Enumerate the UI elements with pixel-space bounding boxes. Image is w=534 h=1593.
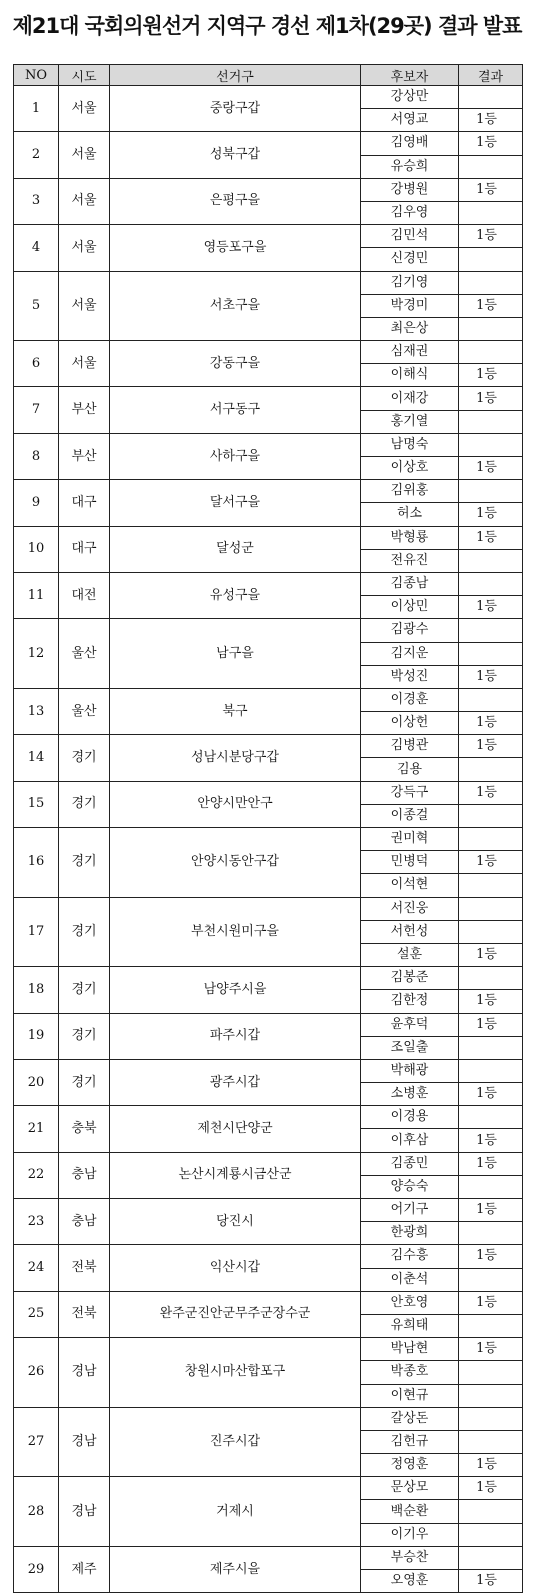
candidate-name: 이춘석 xyxy=(361,1268,459,1291)
no-cell: 7 xyxy=(14,387,59,433)
table-row xyxy=(14,1546,523,1569)
candidate-name: 윤후덕 xyxy=(361,1013,459,1036)
result-cell xyxy=(459,317,523,340)
candidate-name: 이상헌 xyxy=(361,712,459,735)
candidate-name: 박해광 xyxy=(361,1059,459,1082)
candidate-name: 박형룡 xyxy=(361,526,459,549)
no-cell: 25 xyxy=(14,1291,59,1337)
candidate-name: 이현규 xyxy=(361,1384,459,1407)
candidate-name: 김용 xyxy=(361,758,459,781)
table-row xyxy=(14,1199,523,1222)
district-cell: 남양주시을 xyxy=(110,967,361,1013)
result-cell: 1등 xyxy=(459,596,523,619)
result-cell xyxy=(459,410,523,433)
header-no: NO xyxy=(14,65,59,86)
no-cell: 16 xyxy=(14,828,59,898)
table-row xyxy=(14,572,523,595)
result-cell xyxy=(459,433,523,456)
result-cell: 1등 xyxy=(459,178,523,201)
district-cell: 영등포구을 xyxy=(110,225,361,271)
district-cell: 안양시동안구갑 xyxy=(110,828,361,898)
candidate-name: 강병원 xyxy=(361,178,459,201)
result-cell: 1등 xyxy=(459,665,523,688)
sido-cell: 서울 xyxy=(59,341,110,387)
no-cell: 20 xyxy=(14,1059,59,1105)
result-cell: 1등 xyxy=(459,364,523,387)
table-row xyxy=(14,1338,523,1361)
candidate-name: 이종걸 xyxy=(361,804,459,827)
result-cell xyxy=(459,1407,523,1430)
candidate-name: 안호영 xyxy=(361,1291,459,1314)
sido-cell: 경남 xyxy=(59,1407,110,1477)
result-cell: 1등 xyxy=(459,1199,523,1222)
district-cell: 서구동구 xyxy=(110,387,361,433)
candidate-name: 김민석 xyxy=(361,225,459,248)
result-cell xyxy=(459,1361,523,1384)
candidate-name: 이후삼 xyxy=(361,1129,459,1152)
district-cell: 달서구을 xyxy=(110,480,361,526)
sido-cell: 서울 xyxy=(59,86,110,132)
candidate-name: 이경훈 xyxy=(361,688,459,711)
table-row xyxy=(14,1291,523,1314)
sido-cell: 대전 xyxy=(59,572,110,618)
table-row xyxy=(14,1106,523,1129)
sido-cell: 경기 xyxy=(59,967,110,1013)
no-cell: 19 xyxy=(14,1013,59,1059)
candidate-name: 전유진 xyxy=(361,549,459,572)
result-cell: 1등 xyxy=(459,1570,523,1593)
candidate-name: 권미혁 xyxy=(361,828,459,851)
no-cell: 29 xyxy=(14,1546,59,1592)
result-cell: 1등 xyxy=(459,457,523,480)
candidate-name: 김헌규 xyxy=(361,1430,459,1453)
candidate-name: 한광희 xyxy=(361,1222,459,1245)
result-cell: 1등 xyxy=(459,990,523,1013)
candidate-name: 김광수 xyxy=(361,619,459,642)
district-cell: 부천시원미구을 xyxy=(110,897,361,967)
candidate-name: 서진웅 xyxy=(361,897,459,920)
candidate-name: 신경민 xyxy=(361,248,459,271)
candidate-name: 남명숙 xyxy=(361,433,459,456)
table-row xyxy=(14,781,523,804)
no-cell: 5 xyxy=(14,271,59,341)
table-row xyxy=(14,1407,523,1430)
result-cell xyxy=(459,248,523,271)
no-cell: 24 xyxy=(14,1245,59,1291)
candidate-name: 부승찬 xyxy=(361,1546,459,1569)
sido-cell: 충남 xyxy=(59,1152,110,1198)
sido-cell: 경남 xyxy=(59,1338,110,1408)
candidate-name: 김병관 xyxy=(361,735,459,758)
no-cell: 4 xyxy=(14,225,59,271)
candidate-name: 유희태 xyxy=(361,1314,459,1337)
result-cell xyxy=(459,1175,523,1198)
district-cell: 익산시갑 xyxy=(110,1245,361,1291)
candidate-name: 김종남 xyxy=(361,572,459,595)
candidate-name: 박종호 xyxy=(361,1361,459,1384)
candidate-name: 박성진 xyxy=(361,665,459,688)
result-cell xyxy=(459,897,523,920)
result-cell: 1등 xyxy=(459,1083,523,1106)
header-district: 선거구 xyxy=(110,65,361,86)
table-row xyxy=(14,178,523,201)
district-cell: 달성군 xyxy=(110,526,361,572)
table-row xyxy=(14,1013,523,1036)
district-cell: 유성구을 xyxy=(110,572,361,618)
result-cell: 1등 xyxy=(459,735,523,758)
table-row xyxy=(14,86,523,109)
table-row xyxy=(14,897,523,920)
result-cell xyxy=(459,1059,523,1082)
result-cell: 1등 xyxy=(459,1245,523,1268)
no-cell: 18 xyxy=(14,967,59,1013)
candidate-name: 김기영 xyxy=(361,271,459,294)
district-cell: 안양시만안구 xyxy=(110,781,361,827)
candidate-name: 김한정 xyxy=(361,990,459,1013)
candidate-name: 백순환 xyxy=(361,1500,459,1523)
table-row xyxy=(14,967,523,990)
table-row xyxy=(14,828,523,851)
candidate-name: 김종민 xyxy=(361,1152,459,1175)
sido-cell: 울산 xyxy=(59,619,110,689)
result-cell xyxy=(459,341,523,364)
no-cell: 1 xyxy=(14,86,59,132)
result-cell: 1등 xyxy=(459,1291,523,1314)
result-cell xyxy=(459,1268,523,1291)
no-cell: 26 xyxy=(14,1338,59,1408)
result-cell xyxy=(459,1222,523,1245)
sido-cell: 충남 xyxy=(59,1199,110,1245)
candidate-name: 이석현 xyxy=(361,874,459,897)
result-cell xyxy=(459,1036,523,1059)
candidate-name: 정영훈 xyxy=(361,1454,459,1477)
sido-cell: 경남 xyxy=(59,1477,110,1547)
sido-cell: 경기 xyxy=(59,1013,110,1059)
result-cell xyxy=(459,967,523,990)
candidate-name: 김봉준 xyxy=(361,967,459,990)
candidate-name: 강득구 xyxy=(361,781,459,804)
sido-cell: 충북 xyxy=(59,1106,110,1152)
table-row xyxy=(14,526,523,549)
candidate-name: 민병덕 xyxy=(361,851,459,874)
district-cell: 제천시단양군 xyxy=(110,1106,361,1152)
no-cell: 22 xyxy=(14,1152,59,1198)
result-cell xyxy=(459,1384,523,1407)
table-row xyxy=(14,225,523,248)
result-cell xyxy=(459,572,523,595)
candidate-name: 강상만 xyxy=(361,86,459,109)
result-cell xyxy=(459,619,523,642)
result-cell xyxy=(459,1430,523,1453)
no-cell: 27 xyxy=(14,1407,59,1477)
district-cell: 완주군진안군무주군장수군 xyxy=(110,1291,361,1337)
table-row xyxy=(14,1152,523,1175)
results-table xyxy=(13,64,523,1593)
sido-cell: 경기 xyxy=(59,1059,110,1105)
candidate-name: 김지운 xyxy=(361,642,459,665)
result-cell xyxy=(459,804,523,827)
sido-cell: 서울 xyxy=(59,178,110,224)
district-cell: 제주시을 xyxy=(110,1546,361,1592)
no-cell: 15 xyxy=(14,781,59,827)
candidate-name: 서영교 xyxy=(361,109,459,132)
header-candidate: 후보자 xyxy=(361,65,459,86)
candidate-name: 김수흥 xyxy=(361,1245,459,1268)
page-title: 제21대 국회의원선거 지역구 경선 제1차(29곳) 결과 발표 xyxy=(12,14,522,38)
no-cell: 14 xyxy=(14,735,59,781)
candidate-name: 김영배 xyxy=(361,132,459,155)
district-cell: 성북구갑 xyxy=(110,132,361,178)
table-row xyxy=(14,735,523,758)
no-cell: 23 xyxy=(14,1199,59,1245)
district-cell: 북구 xyxy=(110,688,361,734)
sido-cell: 부산 xyxy=(59,387,110,433)
candidate-name: 이상호 xyxy=(361,457,459,480)
no-cell: 9 xyxy=(14,480,59,526)
header-result: 결과 xyxy=(459,65,523,86)
candidate-name: 홍기열 xyxy=(361,410,459,433)
table-row xyxy=(14,480,523,503)
candidate-name: 허소 xyxy=(361,503,459,526)
district-cell: 강동구을 xyxy=(110,341,361,387)
sido-cell: 울산 xyxy=(59,688,110,734)
no-cell: 12 xyxy=(14,619,59,689)
sido-cell: 경기 xyxy=(59,735,110,781)
sido-cell: 전북 xyxy=(59,1291,110,1337)
sido-cell: 전북 xyxy=(59,1245,110,1291)
sido-cell: 대구 xyxy=(59,480,110,526)
result-cell xyxy=(459,155,523,178)
no-cell: 6 xyxy=(14,341,59,387)
candidate-name: 김위홍 xyxy=(361,480,459,503)
result-cell: 1등 xyxy=(459,781,523,804)
result-cell xyxy=(459,86,523,109)
result-cell: 1등 xyxy=(459,1152,523,1175)
result-cell: 1등 xyxy=(459,1129,523,1152)
candidate-name: 이경용 xyxy=(361,1106,459,1129)
result-cell xyxy=(459,688,523,711)
result-cell: 1등 xyxy=(459,109,523,132)
district-cell: 사하구을 xyxy=(110,433,361,479)
candidate-name: 갈상돈 xyxy=(361,1407,459,1430)
candidate-name: 양승숙 xyxy=(361,1175,459,1198)
result-cell: 1등 xyxy=(459,712,523,735)
result-cell: 1등 xyxy=(459,1013,523,1036)
sido-cell: 제주 xyxy=(59,1546,110,1592)
result-cell xyxy=(459,1523,523,1546)
result-cell xyxy=(459,1106,523,1129)
no-cell: 3 xyxy=(14,178,59,224)
sido-cell: 경기 xyxy=(59,897,110,967)
candidate-name: 서헌성 xyxy=(361,920,459,943)
table-row xyxy=(14,1245,523,1268)
table-row xyxy=(14,688,523,711)
no-cell: 13 xyxy=(14,688,59,734)
no-cell: 11 xyxy=(14,572,59,618)
result-cell xyxy=(459,920,523,943)
no-cell: 10 xyxy=(14,526,59,572)
result-cell: 1등 xyxy=(459,294,523,317)
candidate-name: 소병훈 xyxy=(361,1083,459,1106)
result-cell xyxy=(459,642,523,665)
table-row xyxy=(14,433,523,456)
candidate-name: 문상모 xyxy=(361,1477,459,1500)
result-cell xyxy=(459,1546,523,1569)
district-cell: 창원시마산합포구 xyxy=(110,1338,361,1408)
sido-cell: 대구 xyxy=(59,526,110,572)
candidate-name: 이해식 xyxy=(361,364,459,387)
candidate-name: 설훈 xyxy=(361,943,459,966)
candidate-name: 박경미 xyxy=(361,294,459,317)
result-cell: 1등 xyxy=(459,1477,523,1500)
table-row xyxy=(14,1477,523,1500)
table-body xyxy=(14,86,523,1593)
district-cell: 서초구을 xyxy=(110,271,361,341)
district-cell: 남구을 xyxy=(110,619,361,689)
no-cell: 21 xyxy=(14,1106,59,1152)
result-cell: 1등 xyxy=(459,943,523,966)
result-cell xyxy=(459,1500,523,1523)
candidate-name: 김우영 xyxy=(361,201,459,224)
table-header-row xyxy=(14,65,523,86)
result-cell xyxy=(459,874,523,897)
sido-cell: 경기 xyxy=(59,828,110,898)
sido-cell: 경기 xyxy=(59,781,110,827)
no-cell: 17 xyxy=(14,897,59,967)
no-cell: 8 xyxy=(14,433,59,479)
candidate-name: 이상민 xyxy=(361,596,459,619)
result-cell: 1등 xyxy=(459,1338,523,1361)
sido-cell: 서울 xyxy=(59,271,110,341)
result-cell xyxy=(459,201,523,224)
sido-cell: 서울 xyxy=(59,225,110,271)
header-sido: 시도 xyxy=(59,65,110,86)
table-row xyxy=(14,387,523,410)
sido-cell: 부산 xyxy=(59,433,110,479)
candidate-name: 조일출 xyxy=(361,1036,459,1059)
no-cell: 28 xyxy=(14,1477,59,1547)
result-cell xyxy=(459,271,523,294)
candidate-name: 이기우 xyxy=(361,1523,459,1546)
district-cell: 당진시 xyxy=(110,1199,361,1245)
district-cell: 거제시 xyxy=(110,1477,361,1547)
district-cell: 논산시계룡시금산군 xyxy=(110,1152,361,1198)
no-cell: 2 xyxy=(14,132,59,178)
result-cell: 1등 xyxy=(459,526,523,549)
result-cell xyxy=(459,758,523,781)
candidate-name: 오영훈 xyxy=(361,1570,459,1593)
district-cell: 성남시분당구갑 xyxy=(110,735,361,781)
result-cell: 1등 xyxy=(459,387,523,410)
sido-cell: 서울 xyxy=(59,132,110,178)
table-row xyxy=(14,271,523,294)
result-cell: 1등 xyxy=(459,132,523,155)
district-cell: 은평구을 xyxy=(110,178,361,224)
table-row xyxy=(14,132,523,155)
result-cell: 1등 xyxy=(459,851,523,874)
candidate-name: 최은상 xyxy=(361,317,459,340)
result-cell: 1등 xyxy=(459,503,523,526)
district-cell: 진주시갑 xyxy=(110,1407,361,1477)
candidate-name: 심재권 xyxy=(361,341,459,364)
result-cell xyxy=(459,1314,523,1337)
district-cell: 중랑구갑 xyxy=(110,86,361,132)
table-row xyxy=(14,619,523,642)
result-cell xyxy=(459,549,523,572)
district-cell: 광주시갑 xyxy=(110,1059,361,1105)
result-cell: 1등 xyxy=(459,1454,523,1477)
table-row xyxy=(14,341,523,364)
candidate-name: 이재강 xyxy=(361,387,459,410)
district-cell: 파주시갑 xyxy=(110,1013,361,1059)
candidate-name: 어기구 xyxy=(361,1199,459,1222)
candidate-name: 유승희 xyxy=(361,155,459,178)
candidate-name: 박남현 xyxy=(361,1338,459,1361)
result-cell xyxy=(459,828,523,851)
result-cell: 1등 xyxy=(459,225,523,248)
table-row xyxy=(14,1059,523,1082)
result-cell xyxy=(459,480,523,503)
